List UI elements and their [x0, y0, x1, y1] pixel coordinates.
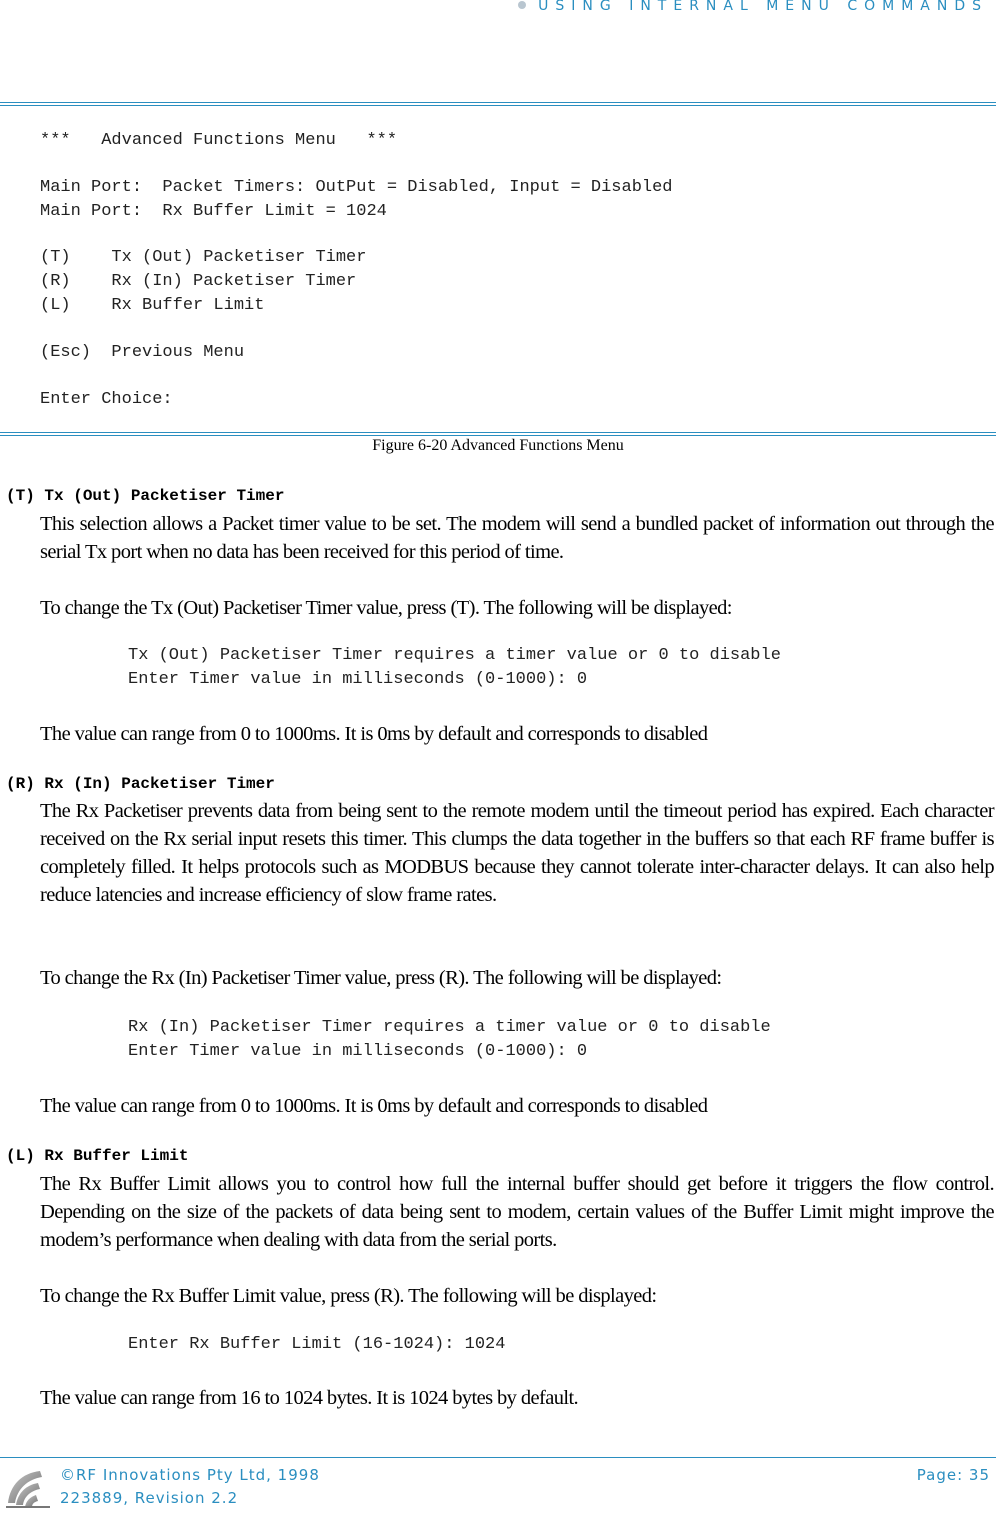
buffer-instruction: To change the Rx Buffer Limit value, press (R). The following will be displayed: [40, 1285, 657, 1307]
buffer-prompt-line: Enter Rx Buffer Limit (16-1024): 1024 [128, 1335, 506, 1354]
menu-status-line: Main Port: Rx Buffer Limit = 1024 [40, 202, 387, 221]
company-logo-icon [4, 1463, 52, 1511]
figure-caption: Figure 6-20 Advanced Functions Menu [372, 437, 624, 454]
menu-option-l: (L) Rx Buffer Limit [40, 296, 265, 315]
tx-prompt-line: Tx (Out) Packetiser Timer requires a timer value or 0 to disable [128, 646, 781, 665]
section-title: USING INTERNAL MENU COMMANDS [538, 0, 988, 14]
rx-instruction: To change the Rx (In) Packetiser Timer value, press (R). The following will be displayed: [40, 967, 722, 989]
section-heading-tx: (T) Tx (Out) Packetiser Timer [6, 487, 285, 505]
rx-description: The Rx Packetiser prevents data from being sent to the remote modem until the timeout period has expired. Each character received on the Rx serial input resets this timer. This clumps the data together in the buffers so that each RF frame buffer is completely filled. It helps protocols such as MODBUS because they cannot tolerate inter-character delays. It can also help reduce latencies and increase efficiency of slow frame rates. [40, 800, 994, 906]
tx-prompt-line: Enter Timer value in milliseconds (0-1000): 0 [128, 670, 588, 689]
rx-range-note: The value can range from 0 to 1000ms. It is 0ms by default and corresponds to disabled [40, 1095, 708, 1117]
menu-prompt: Enter Choice: [40, 390, 173, 409]
rx-prompt-line: Rx (In) Packetiser Timer requires a timer value or 0 to disable [128, 1018, 771, 1037]
buffer-range-note: The value can range from 16 to 1024 bytes. It is 1024 bytes by default. [40, 1387, 579, 1409]
menu-option-r: (R) Rx (In) Packetiser Timer [40, 272, 357, 291]
section-heading-buffer: (L) Rx Buffer Limit [6, 1147, 189, 1165]
tx-range-note: The value can range from 0 to 1000ms. It is 0ms by default and corresponds to disabled [40, 723, 708, 745]
menu-top-rule [0, 102, 996, 106]
footer-doc-number: 223889, Revision 2.2 [60, 1489, 239, 1507]
menu-title-line: *** Advanced Functions Menu *** [40, 131, 398, 150]
footer-copyright: ©RF Innovations Pty Ltd, 1998 [60, 1466, 320, 1484]
menu-option-esc: (Esc) Previous Menu [40, 343, 245, 362]
menu-option-t: (T) Tx (Out) Packetiser Timer [40, 248, 367, 267]
menu-bottom-rule [0, 432, 996, 436]
section-heading-rx: (R) Rx (In) Packetiser Timer [6, 775, 275, 793]
bullet-icon [518, 1, 526, 9]
running-header [518, 0, 988, 14]
footer-page-number: Page: 35 [916, 1466, 990, 1484]
menu-status-line: Main Port: Packet Timers: OutPut = Disabled, Input = Disabled [40, 178, 673, 197]
footer-rule [0, 1457, 996, 1458]
rx-prompt-line: Enter Timer value in milliseconds (0-1000): 0 [128, 1042, 588, 1061]
tx-instruction: To change the Tx (Out) Packetiser Timer value, press (T). The following will be displayed: [40, 597, 732, 619]
tx-description: This selection allows a Packet timer value to be set. The modem will send a bundled packet of information out through the serial Tx port when no data has been received for this period of time. [40, 513, 994, 563]
buffer-description: The Rx Buffer Limit allows you to control how full the internal buffer should get before it triggers the flow control. Depending on the size of the packets of data being sent to modem, certain values of the Buffer Limit might improve the modem’s performance when dealing with data from the serial ports. [40, 1173, 994, 1251]
